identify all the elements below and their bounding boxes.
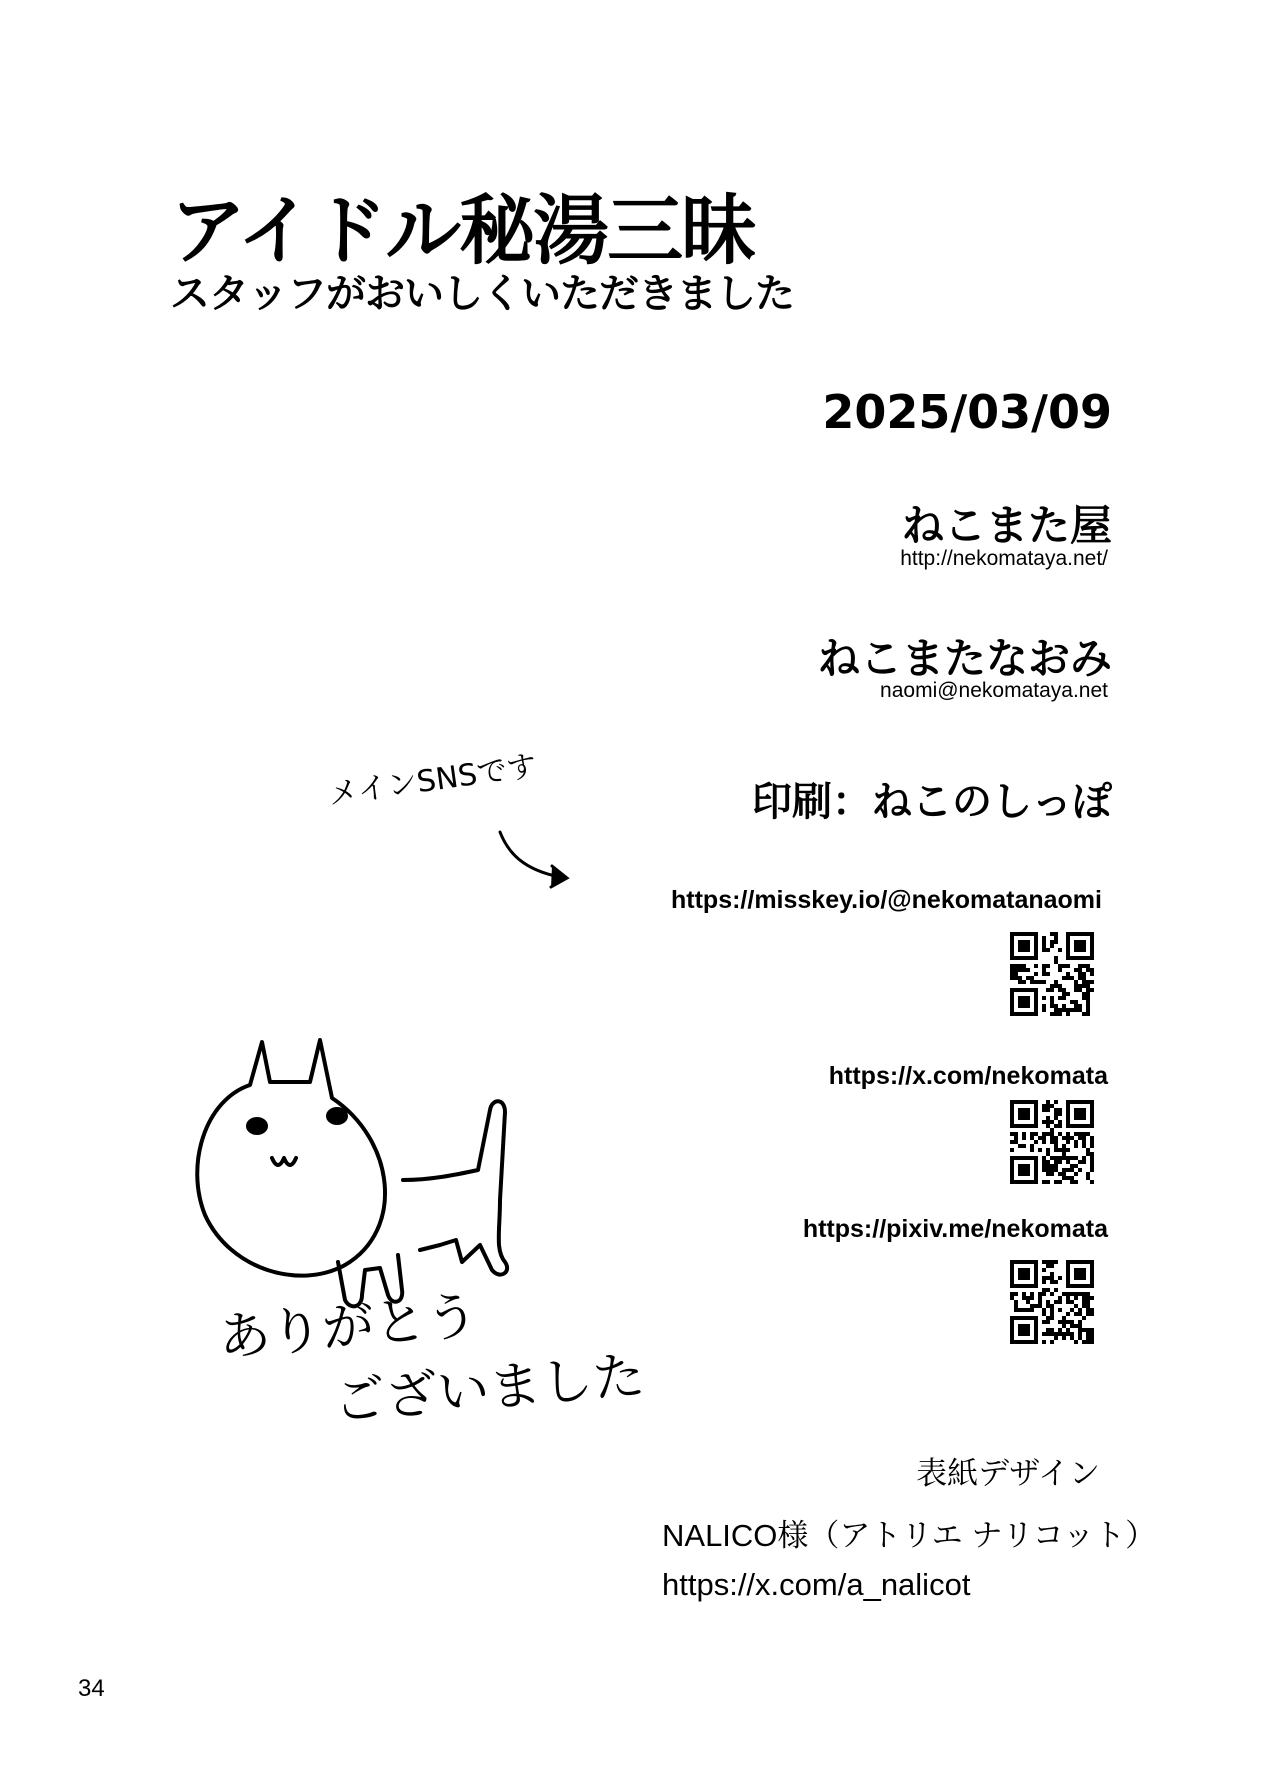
misskey-link[interactable]: https://misskey.io/@nekomatanaomi <box>671 886 1102 914</box>
handwritten-note: メインSNSです <box>326 748 539 813</box>
cover-design-url[interactable]: https://x.com/a_nalicot <box>662 1567 971 1602</box>
x-link[interactable]: https://x.com/nekomata <box>828 1062 1108 1090</box>
cover-design-label: 表紙デザイン <box>916 1456 1100 1491</box>
author-email[interactable]: naomi@nekomataya.net <box>880 679 1108 702</box>
cat-eye-right <box>326 1107 348 1125</box>
cover-design-credit: NALICO様（アトリエ ナリコット） <box>662 1518 1157 1553</box>
book-title: アイドル秘湯三昧 <box>170 186 756 275</box>
book-subtitle: スタッフがおいしくいただきました <box>170 271 794 317</box>
qr-code-icon <box>1010 1100 1094 1184</box>
cat-doodle-icon <box>197 1040 507 1306</box>
page-number: 34 <box>78 1675 105 1702</box>
qr-code-icon <box>1010 932 1094 1016</box>
qr-code-icon <box>1010 1260 1094 1344</box>
cat-eye-left <box>246 1117 268 1135</box>
printer-credit: 印刷：ねこのしっぽ <box>752 779 1112 825</box>
pixiv-link[interactable]: https://pixiv.me/nekomata <box>802 1215 1108 1243</box>
handwritten-thanks-line1: ありがとう <box>216 1286 481 1369</box>
handwritten-thanks-line2: ございました <box>331 1345 648 1433</box>
publication-date: 2025/03/09 <box>822 385 1112 439</box>
author-name: ねこまたなおみ <box>817 634 1112 683</box>
circle-name: ねこまた屋 <box>901 501 1112 550</box>
circle-url[interactable]: http://nekomataya.net/ <box>900 547 1108 570</box>
arrow-icon <box>500 832 567 887</box>
